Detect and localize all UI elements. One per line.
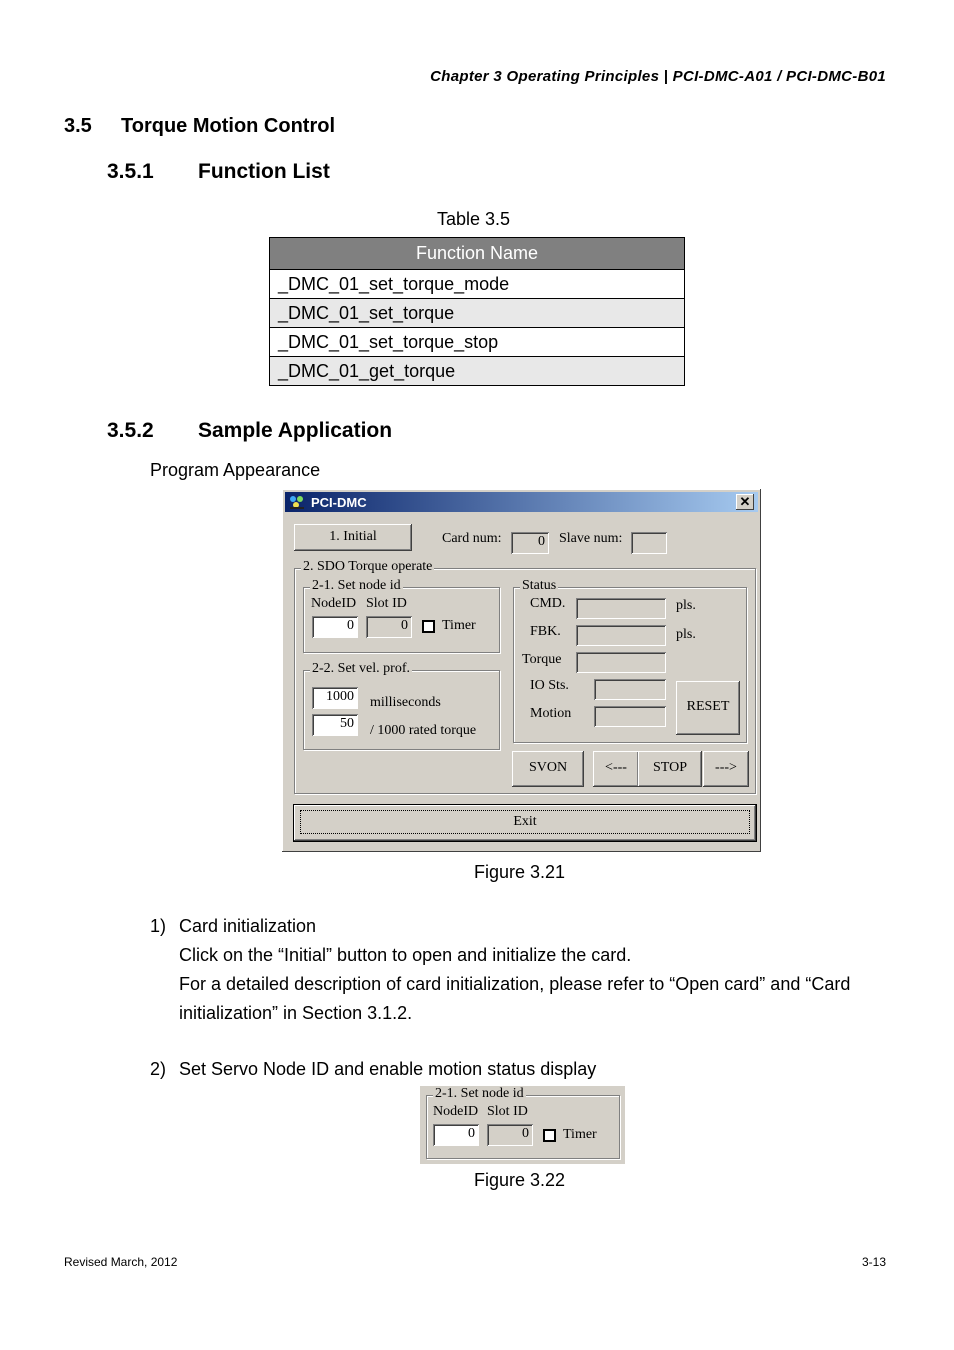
subsection-number: 3.5.2 (107, 419, 154, 442)
timer-label: Timer (442, 618, 476, 633)
vel-group-title: 2-2. Set vel. prof. (312, 661, 410, 676)
section-number: 3.5 (64, 115, 92, 137)
table-row: _DMC_01_set_torque_stop (270, 328, 685, 357)
nodeid-label: NodeID (433, 1104, 479, 1119)
svon-button[interactable]: SVON (512, 751, 584, 787)
reset-button[interactable]: RESET (676, 681, 740, 735)
table-caption: Table 3.5 (437, 209, 511, 229)
subsection-number: 3.5.1 (107, 160, 154, 183)
node-group-title: 2-1. Set node id (435, 1086, 524, 1101)
app-icon (288, 494, 306, 510)
node-id-figure (420, 1086, 625, 1164)
timer-label: Timer (563, 1127, 597, 1142)
card-num-field[interactable]: 0 (511, 532, 549, 554)
jog-left-button[interactable]: <--- (593, 751, 639, 787)
step-number: 1) (150, 916, 167, 936)
title-bar (285, 492, 758, 512)
io-sts-label: IO Sts. (530, 678, 569, 693)
slave-num-field[interactable] (631, 532, 667, 554)
status-group (513, 578, 747, 743)
cmd-label: CMD. (530, 596, 566, 611)
rated-torque-label: / 1000 rated torque (370, 723, 477, 738)
timer-checkbox[interactable] (543, 1129, 556, 1142)
torque-status-field (576, 652, 666, 673)
step-title: Set Servo Node ID and enable motion status display (179, 1059, 597, 1079)
nodeid-label: NodeID (311, 596, 357, 611)
running-head: Chapter 3 Operating Principles | PCI-DMC-A01 / PCI-DMC-B01 (430, 68, 886, 85)
exit-label: Exit (300, 810, 750, 834)
table-row: _DMC_01_set_torque_mode (270, 270, 685, 299)
set-vel-prof-group (303, 661, 500, 750)
slave-num-label: Slave num: (559, 531, 623, 546)
fbk-field (576, 625, 666, 646)
slotid-label: Slot ID (487, 1104, 528, 1119)
table-header: Function Name (270, 238, 685, 270)
figure-caption: Figure 3.21 (474, 862, 566, 882)
sdo-group-title: 2. SDO Torque operate (303, 559, 433, 574)
stop-button[interactable]: STOP (638, 751, 702, 787)
table-row: _DMC_01_get_torque (270, 357, 685, 386)
close-icon[interactable]: ✕ (736, 494, 754, 510)
milliseconds-label: milliseconds (370, 695, 441, 710)
milliseconds-input[interactable]: 1000 (312, 687, 358, 709)
slotid-field: 0 (487, 1124, 533, 1146)
exit-button[interactable] (294, 805, 756, 841)
set-node-id-group (426, 1086, 620, 1159)
slotid-field: 0 (366, 616, 412, 638)
card-num-label: Card num: (442, 531, 502, 546)
step-text: Click on the “Initial” button to open and initialize the card. (179, 945, 632, 965)
step-text: initialization” in Section 3.1.2. (179, 1003, 413, 1023)
step-title: Card initialization (179, 916, 317, 936)
nodeid-input[interactable]: 0 (433, 1124, 479, 1146)
sdo-torque-group (294, 559, 756, 794)
footer-revision: Revised March, 2012 (64, 1255, 178, 1269)
pls-unit-cmd: pls. (676, 598, 696, 613)
fbk-label: FBK. (530, 624, 561, 639)
io-sts-field (594, 679, 666, 700)
torque-status-label: Torque (522, 652, 562, 667)
status-group-title: Status (522, 578, 557, 593)
window-title: PCI-DMC (311, 495, 367, 510)
jog-right-button[interactable]: ---> (703, 751, 749, 787)
figure-caption: Figure 3.22 (474, 1170, 566, 1190)
program-appearance-label: Program Appearance (150, 460, 321, 480)
motion-field (594, 706, 666, 727)
slotid-label: Slot ID (366, 596, 407, 611)
node-group-title: 2-1. Set node id (312, 578, 401, 593)
pls-unit-fbk: pls. (676, 627, 696, 642)
table-row: _DMC_01_set_torque (270, 299, 685, 328)
subsection-title: Sample Application (198, 419, 393, 442)
subsection-title: Function List (198, 160, 330, 183)
function-table (269, 237, 685, 386)
cmd-field (576, 598, 666, 619)
step-text: For a detailed description of card initialization, please refer to “Open card” and “Card (179, 974, 851, 994)
initial-button[interactable]: 1. Initial (294, 524, 412, 551)
motion-label: Motion (530, 706, 572, 721)
section-title: Torque Motion Control (121, 115, 336, 137)
set-node-id-group (303, 578, 500, 653)
torque-ratio-input[interactable]: 50 (312, 714, 358, 736)
page-number: 3-13 (861, 1255, 886, 1269)
nodeid-input[interactable]: 0 (312, 616, 358, 638)
pci-dmc-window (281, 488, 762, 853)
timer-checkbox[interactable] (422, 620, 435, 633)
step-number: 2) (150, 1059, 167, 1079)
